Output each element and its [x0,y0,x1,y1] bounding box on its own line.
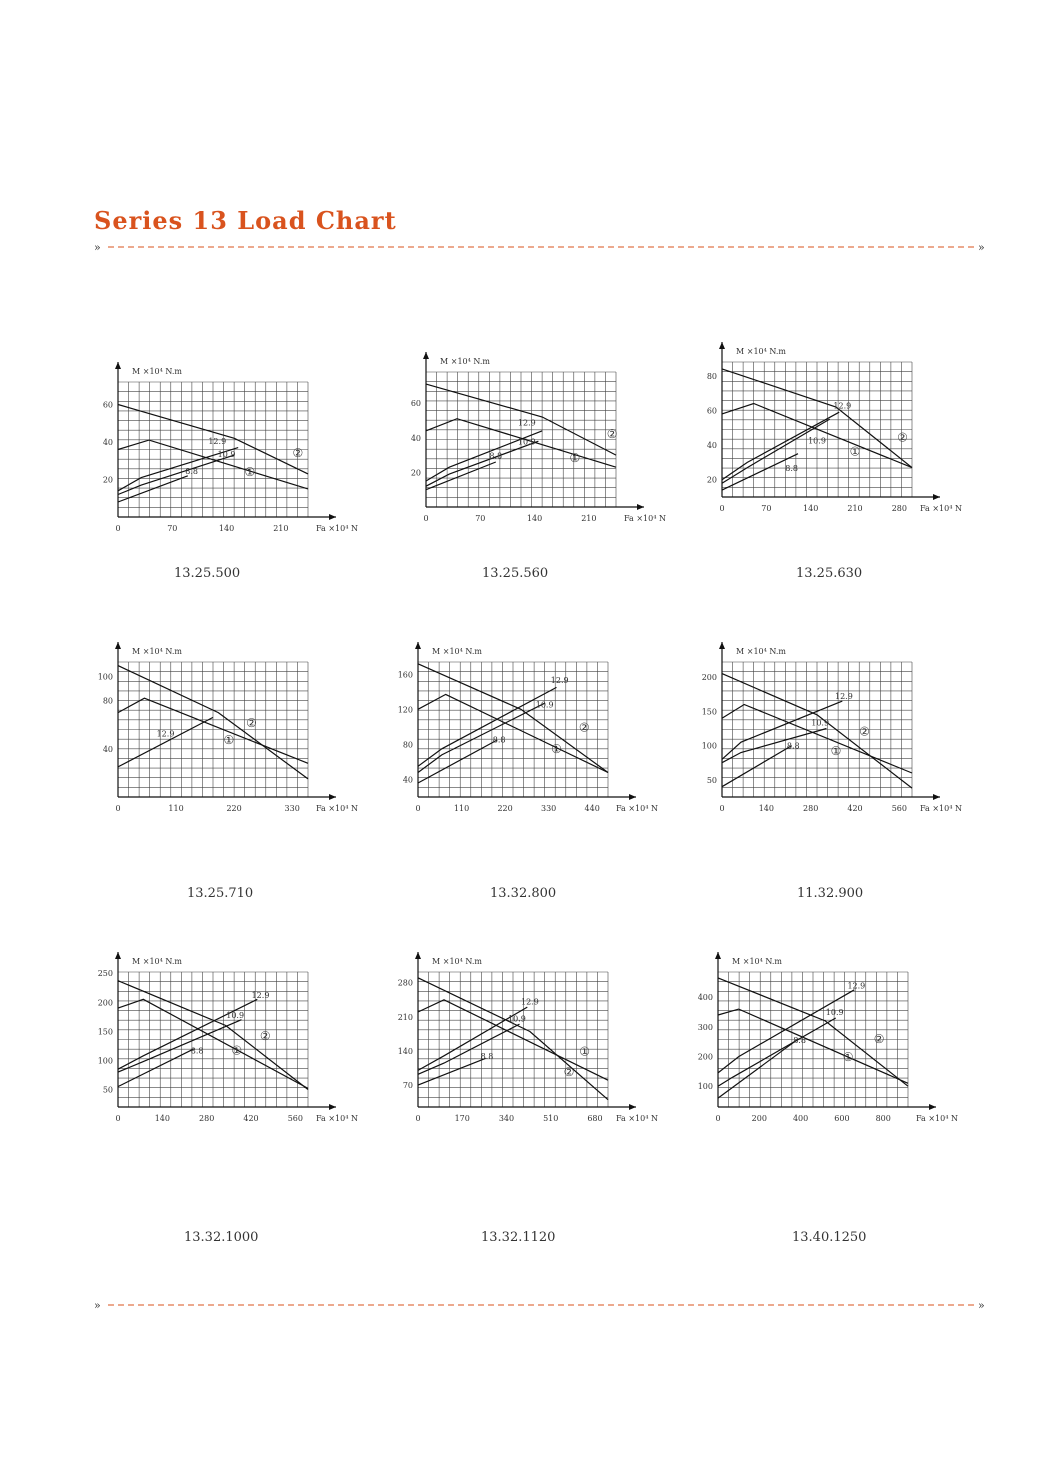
x-tick-label: 400 [792,1114,809,1123]
x-axis-arrow [329,1104,336,1110]
chart-caption: 13.32.800 [490,886,557,901]
y-tick-label: 70 [402,1081,413,1091]
x-tick-label: 110 [168,804,184,813]
series-label: ② [246,716,257,731]
y-tick-label: 140 [397,1046,413,1056]
series-label: 8.8 [785,464,799,474]
x-tick-label: 140 [526,514,543,523]
x-axis-arrow [629,794,636,800]
series-label: ② [606,426,618,441]
series-label: 8.8 [185,466,199,476]
y-axis-label: M ×10⁴ N.m [132,647,182,656]
y-axis-arrow [115,362,121,369]
divider-chevron-left: » [94,241,101,254]
y-axis-label: M ×10⁴ N.m [732,957,782,966]
x-tick-label: 280 [803,804,819,813]
chart-svg [404,350,704,590]
series-label: 12.9 [208,436,227,446]
x-axis-arrow [933,794,940,800]
x-tick-label: 220 [497,804,513,813]
series-label: 10.9 [507,1014,526,1024]
x-tick-label: 210 [581,514,597,523]
y-tick-label: 50 [706,775,717,785]
y-tick-label: 280 [397,978,413,988]
series-label: ① [223,732,235,747]
x-tick-label: 280 [891,504,907,513]
x-tick-label: 0 [423,514,429,523]
y-axis-label: M ×10⁴ N.m [432,647,482,656]
series-label: 12.9 [517,418,536,428]
page-title: Series 13 Load Chart [94,206,397,235]
x-tick-label: 340 [498,1114,515,1123]
x-axis-arrow [933,494,940,500]
series-line [722,419,830,483]
x-tick-label: 0 [719,504,725,513]
chart-svg [96,640,396,880]
series-label: ② [292,446,304,460]
chart-13-25-710 [96,640,396,880]
y-axis-arrow [423,352,429,359]
x-tick-label: 0 [415,804,421,813]
series-label: 10.9 [226,1010,245,1020]
series-label: 10.9 [811,718,830,728]
divider-chevron-left: » [94,1299,101,1312]
y-tick-label: 120 [397,705,413,715]
chart-caption: 13.25.630 [796,566,863,581]
x-tick-label: 0 [715,1114,721,1123]
chart-caption: 13.40.1250 [792,1230,867,1245]
x-tick-label: 70 [475,514,486,523]
series-line [118,1020,242,1072]
series-label: 10.9 [217,450,236,459]
x-axis-arrow [329,514,336,520]
y-tick-label: 100 [701,741,717,751]
y-tick-label: 100 [97,672,113,682]
series-label: ① [569,451,581,465]
series-label: 12.9 [835,692,853,702]
series-label: ① [579,1044,590,1059]
chart-caption: 13.25.560 [482,566,549,581]
chart-svg [700,640,1000,880]
x-tick-label: 0 [115,524,121,533]
x-tick-label: 0 [415,1114,421,1123]
x-tick-label: 140 [218,524,235,533]
y-tick-label: 40 [410,433,421,443]
y-tick-label: 20 [706,475,717,485]
x-axis-label: Fa ×10⁴ N [920,504,962,513]
series-label: 10.9 [535,700,554,710]
x-axis-label: Fa ×10⁴ N [316,1114,358,1123]
chart-svg [700,340,1000,580]
series-label: 8.8 [190,1046,204,1056]
series-label: 12.9 [521,997,539,1007]
chart-grid [118,662,308,797]
x-tick-label: 560 [891,804,907,813]
y-tick-label: 60 [706,406,717,416]
x-axis-label: Fa ×10⁴ N [616,1114,658,1123]
x-tick-label: 140 [758,804,774,813]
series-label: 12.9 [550,676,569,686]
chart-13-32-800 [396,640,696,880]
chart-13-40-1250 [696,950,996,1190]
x-tick-label: 0 [115,804,121,813]
x-axis-arrow [329,794,336,800]
top-divider-line [94,240,990,254]
x-axis-arrow [629,1104,636,1110]
y-tick-label: 60 [102,400,113,410]
x-tick-label: 70 [761,504,772,513]
x-tick-label: 200 [751,1114,767,1123]
y-tick-label: 100 [697,1082,713,1092]
y-tick-label: 250 [97,969,113,979]
chart-13-32-1120 [396,950,696,1190]
divider-chevron-right: » [978,1299,985,1312]
x-tick-label: 510 [543,1114,559,1123]
y-axis-arrow [719,642,725,649]
chart-13-25-630 [700,340,1000,580]
series-label: ② [259,1029,271,1044]
chart-grid [118,382,308,517]
series-label: 12.9 [156,729,175,739]
x-axis-arrow [637,504,644,510]
series-label: ① [231,1043,243,1058]
y-axis-label: M ×10⁴ N.m [432,957,482,966]
series-label: 8.8 [489,451,503,461]
x-tick-label: 0 [719,804,725,813]
series-line [118,717,213,767]
x-tick-label: 170 [454,1114,470,1123]
x-tick-label: 140 [803,504,819,513]
y-tick-label: 200 [697,1052,713,1062]
chart-svg [96,360,396,600]
x-tick-label: 330 [284,804,300,813]
y-tick-label: 80 [706,371,717,381]
y-axis-label: M ×10⁴ N.m [132,957,182,966]
series-label: 10.9 [808,436,826,446]
x-axis-label: Fa ×10⁴ N [616,804,658,813]
series-label: 12.9 [833,401,852,411]
x-tick-label: 600 [834,1114,850,1123]
x-tick-label: 70 [167,524,178,533]
y-axis-arrow [415,642,421,649]
chart-grid [418,972,608,1107]
y-axis-label: M ×10⁴ N.m [440,357,490,366]
x-axis-arrow [929,1104,936,1110]
chart-svg [696,950,996,1190]
chart-caption: 13.32.1120 [481,1230,556,1245]
x-tick-label: 210 [273,524,289,533]
y-tick-label: 40 [102,744,113,754]
y-tick-label: 200 [97,998,113,1008]
series-label: ① [244,464,256,479]
top-divider [94,240,990,254]
y-tick-label: 150 [97,1027,113,1037]
bottom-divider [94,1298,990,1312]
series-line [722,412,839,480]
x-tick-label: 420 [243,1114,259,1123]
y-axis-arrow [719,342,725,349]
chart-caption: 13.25.710 [187,886,254,901]
chart-grid [722,662,912,797]
series-label: 8.8 [793,1036,806,1046]
chart-svg [396,950,696,1190]
y-axis-arrow [115,642,121,649]
chart-11-32-900 [700,640,1000,880]
y-tick-label: 150 [701,707,717,717]
divider-chevron-right: » [978,241,985,254]
chart-13-32-1000 [96,950,396,1190]
series-label: 10.9 [517,437,536,447]
bottom-divider-line [94,1298,990,1312]
chart-caption: 13.32.1000 [184,1230,259,1245]
y-tick-label: 80 [402,740,413,750]
x-tick-label: 210 [847,504,863,513]
y-tick-label: 200 [701,673,717,683]
chart-caption: 13.25.500 [174,566,241,581]
x-tick-label: 800 [875,1114,891,1123]
x-tick-label: 110 [453,804,470,813]
series-line [418,1058,486,1085]
series-label: 10.9 [825,1008,844,1018]
series-label: ② [578,720,590,735]
x-tick-label: 0 [115,1114,121,1123]
chart-13-25-560 [404,350,704,590]
series-label: ① [551,742,562,757]
y-axis-label: M ×10⁴ N.m [132,367,182,376]
y-axis-arrow [115,952,121,959]
x-tick-label: 280 [199,1114,215,1123]
x-tick-label: 140 [154,1114,170,1123]
y-tick-label: 40 [102,438,113,447]
x-tick-label: 560 [287,1114,303,1123]
chart-svg [396,640,696,880]
series-line [118,455,234,494]
series-label: ① [830,744,842,759]
series-label: 8.8 [492,735,506,745]
series-label: ② [563,1064,575,1079]
y-tick-label: 40 [706,441,717,451]
x-tick-label: 420 [847,804,863,813]
y-tick-label: 40 [402,775,413,785]
x-tick-label: 220 [226,804,242,813]
series-label: ① [849,444,861,459]
series-label: ① [842,1050,854,1065]
series-label: 8.8 [480,1052,494,1062]
y-axis-arrow [715,952,721,959]
y-axis-label: M ×10⁴ N.m [736,347,786,356]
series-label: ② [859,724,870,739]
y-tick-label: 400 [697,993,713,1003]
y-tick-label: 20 [102,475,113,485]
x-tick-label: 440 [584,804,600,813]
series-label: 12.9 [847,981,866,991]
series-label: 8.8 [786,741,800,751]
series-label: 12.9 [251,991,270,1001]
series-line [418,687,557,766]
chart-13-25-500 [96,360,396,600]
y-tick-label: 50 [102,1085,113,1095]
x-axis-label: Fa ×10⁴ N [316,524,358,533]
y-axis-arrow [415,952,421,959]
series-line [718,1018,836,1086]
chart-svg [96,950,396,1190]
x-tick-label: 330 [540,804,557,813]
y-tick-label: 210 [397,1012,413,1022]
series-label: ② [873,1032,885,1047]
chart-caption: 11.32.900 [797,886,864,901]
x-axis-label: Fa ×10⁴ N [920,804,962,813]
y-tick-label: 300 [697,1022,713,1032]
x-axis-label: Fa ×10⁴ N [316,804,358,813]
series-label: ② [897,430,908,445]
y-tick-label: 60 [410,399,421,409]
y-axis-label: M ×10⁴ N.m [736,647,786,656]
x-axis-label: Fa ×10⁴ N [624,514,666,523]
x-tick-label: 680 [587,1114,603,1123]
x-axis-label: Fa ×10⁴ N [916,1114,958,1123]
y-tick-label: 20 [410,468,421,478]
series-line [426,441,538,486]
y-tick-label: 160 [397,670,413,680]
y-tick-label: 80 [102,696,113,706]
y-tick-label: 100 [97,1056,113,1066]
